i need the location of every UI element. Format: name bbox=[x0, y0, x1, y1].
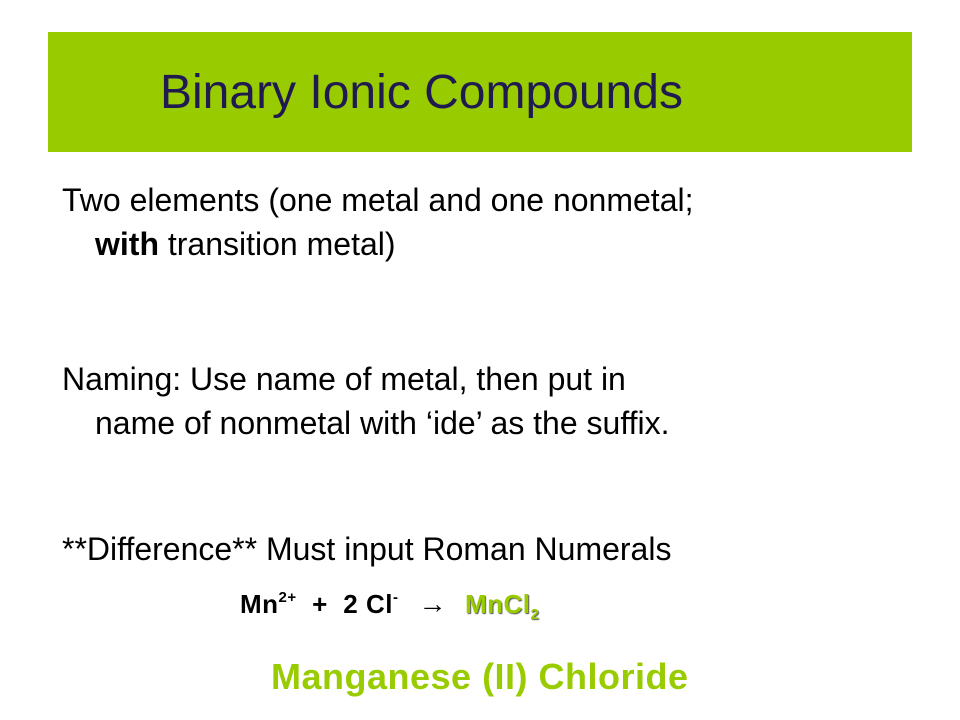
slide-title: Binary Ionic Compounds bbox=[160, 65, 683, 119]
plus-sign: + bbox=[312, 589, 328, 619]
bullet-two-elements-line2-rest: transition metal) bbox=[158, 226, 396, 262]
bullet-difference bbox=[62, 527, 671, 571]
chemical-equation bbox=[240, 588, 539, 623]
chloride-coefficient: 2 bbox=[343, 589, 359, 619]
compound-name: Manganese (II) Chloride bbox=[271, 656, 689, 697]
reactant-manganese-charge: 2+ bbox=[278, 589, 297, 606]
bullet-two-elements-bold-word: with bbox=[95, 226, 159, 262]
bullet-two-elements-line2 bbox=[62, 222, 693, 266]
bullet-two-elements bbox=[62, 178, 693, 266]
bullet-naming bbox=[62, 357, 670, 445]
product-formula-subscript: 2 bbox=[530, 606, 540, 623]
bullet-two-elements-line1: Two elements (one metal and one nonmetal; bbox=[62, 182, 694, 218]
reactant-chloride: Cl bbox=[365, 589, 393, 619]
product-formula bbox=[464, 589, 540, 623]
bullet-naming-line1: Naming: Use name of metal, then put in bbox=[62, 361, 626, 397]
yields-arrow-icon: → bbox=[418, 588, 447, 619]
bullet-naming-line2: name of nonmetal with ‘ide’ as the suffix. bbox=[95, 405, 670, 441]
reactant-manganese: Mn bbox=[240, 589, 279, 619]
reactant-chloride-charge: - bbox=[392, 589, 399, 606]
product-formula-text: MnCl bbox=[464, 589, 531, 619]
title-bar bbox=[48, 32, 912, 152]
bullet-difference-text: **Difference** Must input Roman Numerals bbox=[62, 531, 672, 567]
